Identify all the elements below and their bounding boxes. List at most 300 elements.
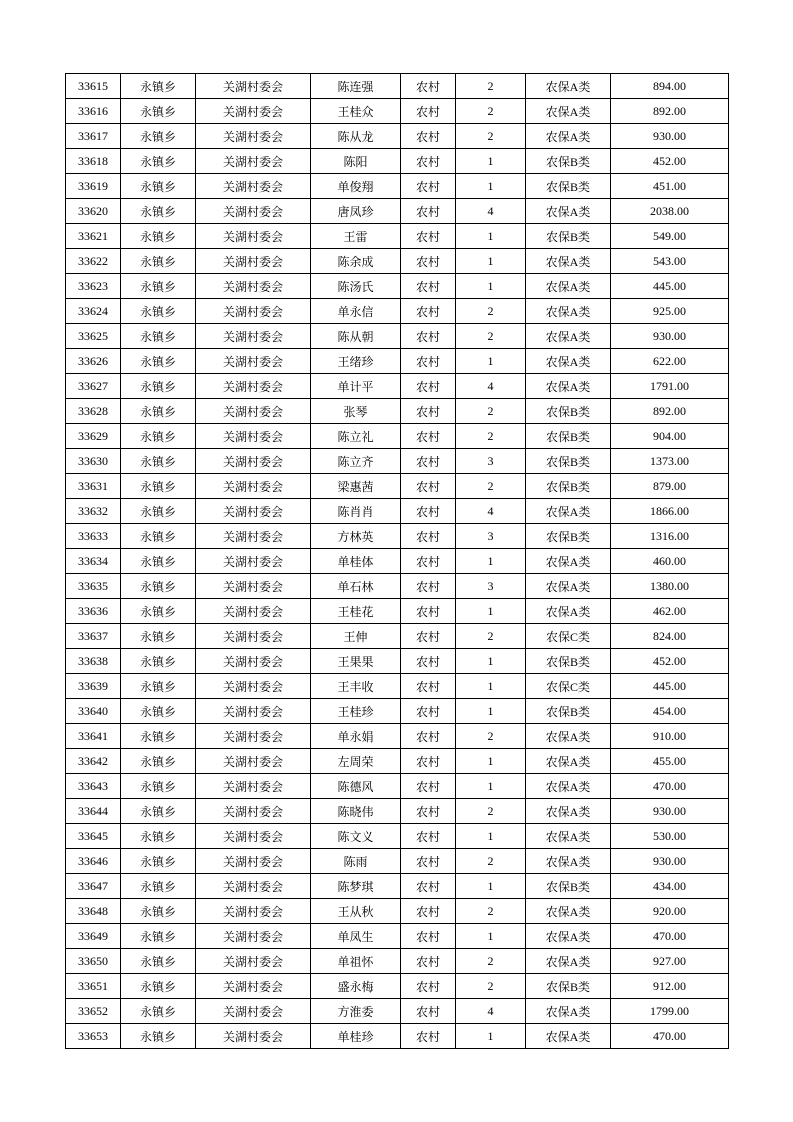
cell-township: 永镇乡	[121, 349, 196, 374]
table-row	[66, 274, 729, 299]
cell-township: 永镇乡	[121, 899, 196, 924]
cell-village: 关湖村委会	[196, 649, 311, 674]
cell-township: 永镇乡	[121, 824, 196, 849]
cell-category: 农村	[401, 599, 456, 624]
cell-category: 农村	[401, 224, 456, 249]
table-row	[66, 624, 729, 649]
cell-name: 单桂珍	[311, 1024, 401, 1049]
table-row	[66, 749, 729, 774]
cell-name: 单桂体	[311, 549, 401, 574]
cell-id: 33648	[66, 899, 121, 924]
cell-amount: 470.00	[611, 924, 729, 949]
cell-township: 永镇乡	[121, 724, 196, 749]
cell-village: 关湖村委会	[196, 499, 311, 524]
cell-category: 农村	[401, 199, 456, 224]
cell-id: 33619	[66, 174, 121, 199]
cell-township: 永镇乡	[121, 749, 196, 774]
cell-village: 关湖村委会	[196, 474, 311, 499]
cell-id: 33641	[66, 724, 121, 749]
cell-id: 33647	[66, 874, 121, 899]
cell-count: 2	[456, 424, 526, 449]
cell-category: 农村	[401, 474, 456, 499]
cell-insurance_type: 农保A类	[526, 249, 611, 274]
cell-id: 33650	[66, 949, 121, 974]
cell-count: 1	[456, 549, 526, 574]
cell-id: 33640	[66, 699, 121, 724]
cell-category: 农村	[401, 874, 456, 899]
cell-township: 永镇乡	[121, 124, 196, 149]
cell-village: 关湖村委会	[196, 824, 311, 849]
cell-count: 1	[456, 924, 526, 949]
cell-amount: 930.00	[611, 324, 729, 349]
cell-name: 陈从龙	[311, 124, 401, 149]
cell-id: 33616	[66, 99, 121, 124]
cell-amount: 451.00	[611, 174, 729, 199]
cell-amount: 912.00	[611, 974, 729, 999]
cell-village: 关湖村委会	[196, 74, 311, 99]
cell-insurance_type: 农保B类	[526, 224, 611, 249]
cell-insurance_type: 农保A类	[526, 924, 611, 949]
cell-amount: 530.00	[611, 824, 729, 849]
cell-insurance_type: 农保A类	[526, 999, 611, 1024]
cell-village: 关湖村委会	[196, 624, 311, 649]
cell-category: 农村	[401, 999, 456, 1024]
cell-id: 33624	[66, 299, 121, 324]
cell-category: 农村	[401, 549, 456, 574]
table-row	[66, 724, 729, 749]
cell-id: 33636	[66, 599, 121, 624]
cell-name: 张琴	[311, 399, 401, 424]
table-row	[66, 549, 729, 574]
cell-amount: 622.00	[611, 349, 729, 374]
cell-id: 33642	[66, 749, 121, 774]
cell-id: 33652	[66, 999, 121, 1024]
cell-id: 33639	[66, 674, 121, 699]
table-row	[66, 774, 729, 799]
cell-name: 单计平	[311, 374, 401, 399]
cell-insurance_type: 农保A类	[526, 824, 611, 849]
cell-insurance_type: 农保A类	[526, 299, 611, 324]
cell-amount: 1380.00	[611, 574, 729, 599]
cell-township: 永镇乡	[121, 1024, 196, 1049]
cell-count: 1	[456, 749, 526, 774]
cell-township: 永镇乡	[121, 274, 196, 299]
table-row	[66, 124, 729, 149]
cell-insurance_type: 农保A类	[526, 549, 611, 574]
cell-id: 33637	[66, 624, 121, 649]
table-row	[66, 574, 729, 599]
cell-amount: 904.00	[611, 424, 729, 449]
cell-category: 农村	[401, 149, 456, 174]
cell-township: 永镇乡	[121, 424, 196, 449]
table-body	[66, 74, 729, 1049]
cell-name: 单永信	[311, 299, 401, 324]
cell-insurance_type: 农保B类	[526, 474, 611, 499]
cell-village: 关湖村委会	[196, 1024, 311, 1049]
cell-township: 永镇乡	[121, 149, 196, 174]
cell-village: 关湖村委会	[196, 749, 311, 774]
table-row	[66, 524, 729, 549]
cell-count: 2	[456, 474, 526, 499]
cell-name: 陈余成	[311, 249, 401, 274]
table-row	[66, 99, 729, 124]
cell-insurance_type: 农保B类	[526, 649, 611, 674]
cell-count: 3	[456, 574, 526, 599]
cell-village: 关湖村委会	[196, 999, 311, 1024]
cell-name: 单俊翔	[311, 174, 401, 199]
cell-count: 2	[456, 324, 526, 349]
cell-category: 农村	[401, 624, 456, 649]
cell-category: 农村	[401, 124, 456, 149]
cell-name: 王果果	[311, 649, 401, 674]
cell-category: 农村	[401, 974, 456, 999]
cell-village: 关湖村委会	[196, 599, 311, 624]
cell-name: 王从秋	[311, 899, 401, 924]
cell-insurance_type: 农保B类	[526, 399, 611, 424]
cell-insurance_type: 农保B类	[526, 424, 611, 449]
cell-category: 农村	[401, 849, 456, 874]
cell-count: 1	[456, 824, 526, 849]
cell-village: 关湖村委会	[196, 949, 311, 974]
cell-amount: 894.00	[611, 74, 729, 99]
cell-insurance_type: 农保A类	[526, 324, 611, 349]
cell-amount: 452.00	[611, 649, 729, 674]
cell-insurance_type: 农保A类	[526, 1024, 611, 1049]
cell-amount: 445.00	[611, 274, 729, 299]
cell-amount: 454.00	[611, 699, 729, 724]
cell-amount: 470.00	[611, 774, 729, 799]
cell-insurance_type: 农保A类	[526, 599, 611, 624]
cell-count: 4	[456, 999, 526, 1024]
cell-insurance_type: 农保A类	[526, 574, 611, 599]
table-row	[66, 324, 729, 349]
cell-amount: 824.00	[611, 624, 729, 649]
table-row	[66, 424, 729, 449]
cell-id: 33625	[66, 324, 121, 349]
cell-count: 1	[456, 774, 526, 799]
cell-amount: 434.00	[611, 874, 729, 899]
cell-category: 农村	[401, 774, 456, 799]
cell-amount: 455.00	[611, 749, 729, 774]
cell-count: 2	[456, 399, 526, 424]
cell-village: 关湖村委会	[196, 99, 311, 124]
cell-count: 2	[456, 99, 526, 124]
cell-category: 农村	[401, 524, 456, 549]
cell-village: 关湖村委会	[196, 674, 311, 699]
cell-township: 永镇乡	[121, 374, 196, 399]
cell-township: 永镇乡	[121, 849, 196, 874]
cell-name: 方林英	[311, 524, 401, 549]
cell-count: 1	[456, 249, 526, 274]
table-row	[66, 449, 729, 474]
cell-insurance_type: 农保A类	[526, 724, 611, 749]
cell-amount: 930.00	[611, 849, 729, 874]
cell-amount: 549.00	[611, 224, 729, 249]
table-row	[66, 599, 729, 624]
table-row	[66, 349, 729, 374]
table-row	[66, 399, 729, 424]
cell-village: 关湖村委会	[196, 274, 311, 299]
cell-township: 永镇乡	[121, 324, 196, 349]
cell-insurance_type: 农保B类	[526, 449, 611, 474]
table-row	[66, 249, 729, 274]
cell-id: 33617	[66, 124, 121, 149]
cell-township: 永镇乡	[121, 449, 196, 474]
table-row	[66, 949, 729, 974]
cell-amount: 1316.00	[611, 524, 729, 549]
cell-id: 33630	[66, 449, 121, 474]
cell-village: 关湖村委会	[196, 374, 311, 399]
table-row	[66, 149, 729, 174]
cell-village: 关湖村委会	[196, 699, 311, 724]
cell-name: 左周荣	[311, 749, 401, 774]
cell-name: 陈立礼	[311, 424, 401, 449]
cell-name: 陈立齐	[311, 449, 401, 474]
cell-category: 农村	[401, 174, 456, 199]
cell-amount: 1373.00	[611, 449, 729, 474]
cell-township: 永镇乡	[121, 549, 196, 574]
table-row	[66, 649, 729, 674]
cell-village: 关湖村委会	[196, 724, 311, 749]
cell-count: 1	[456, 149, 526, 174]
cell-insurance_type: 农保A类	[526, 374, 611, 399]
cell-count: 1	[456, 874, 526, 899]
cell-category: 农村	[401, 324, 456, 349]
cell-id: 33635	[66, 574, 121, 599]
cell-name: 陈汤氏	[311, 274, 401, 299]
cell-village: 关湖村委会	[196, 524, 311, 549]
table-row	[66, 199, 729, 224]
cell-amount: 2038.00	[611, 199, 729, 224]
cell-category: 农村	[401, 249, 456, 274]
cell-name: 陈德风	[311, 774, 401, 799]
table-row	[66, 999, 729, 1024]
cell-count: 2	[456, 724, 526, 749]
table-row	[66, 699, 729, 724]
cell-count: 2	[456, 624, 526, 649]
cell-name: 陈文义	[311, 824, 401, 849]
cell-id: 33634	[66, 549, 121, 574]
cell-id: 33621	[66, 224, 121, 249]
cell-name: 陈连强	[311, 74, 401, 99]
cell-category: 农村	[401, 749, 456, 774]
cell-township: 永镇乡	[121, 649, 196, 674]
cell-village: 关湖村委会	[196, 799, 311, 824]
cell-township: 永镇乡	[121, 474, 196, 499]
cell-count: 4	[456, 499, 526, 524]
cell-township: 永镇乡	[121, 74, 196, 99]
table-row	[66, 474, 729, 499]
cell-name: 陈晓伟	[311, 799, 401, 824]
table-row	[66, 924, 729, 949]
cell-id: 33620	[66, 199, 121, 224]
cell-id: 33615	[66, 74, 121, 99]
table-row	[66, 174, 729, 199]
cell-category: 农村	[401, 399, 456, 424]
cell-name: 梁惠茜	[311, 474, 401, 499]
table-row	[66, 799, 729, 824]
cell-amount: 920.00	[611, 899, 729, 924]
cell-category: 农村	[401, 574, 456, 599]
cell-insurance_type: 农保A类	[526, 124, 611, 149]
cell-name: 陈雨	[311, 849, 401, 874]
cell-village: 关湖村委会	[196, 899, 311, 924]
cell-id: 33622	[66, 249, 121, 274]
cell-insurance_type: 农保B类	[526, 874, 611, 899]
cell-village: 关湖村委会	[196, 324, 311, 349]
cell-amount: 930.00	[611, 799, 729, 824]
cell-category: 农村	[401, 374, 456, 399]
cell-village: 关湖村委会	[196, 349, 311, 374]
cell-id: 33638	[66, 649, 121, 674]
cell-insurance_type: 农保A类	[526, 199, 611, 224]
cell-village: 关湖村委会	[196, 249, 311, 274]
cell-name: 陈从朝	[311, 324, 401, 349]
cell-township: 永镇乡	[121, 624, 196, 649]
cell-village: 关湖村委会	[196, 149, 311, 174]
cell-count: 2	[456, 74, 526, 99]
cell-amount: 910.00	[611, 724, 729, 749]
cell-insurance_type: 农保B类	[526, 149, 611, 174]
cell-amount: 892.00	[611, 399, 729, 424]
cell-township: 永镇乡	[121, 249, 196, 274]
cell-category: 农村	[401, 424, 456, 449]
cell-township: 永镇乡	[121, 574, 196, 599]
cell-insurance_type: 农保A类	[526, 349, 611, 374]
cell-village: 关湖村委会	[196, 174, 311, 199]
table-row	[66, 299, 729, 324]
cell-insurance_type: 农保A类	[526, 749, 611, 774]
cell-id: 33644	[66, 799, 121, 824]
cell-name: 王伸	[311, 624, 401, 649]
cell-category: 农村	[401, 699, 456, 724]
cell-village: 关湖村委会	[196, 774, 311, 799]
cell-township: 永镇乡	[121, 924, 196, 949]
cell-category: 农村	[401, 349, 456, 374]
cell-count: 2	[456, 899, 526, 924]
cell-township: 永镇乡	[121, 199, 196, 224]
cell-name: 单石林	[311, 574, 401, 599]
cell-count: 1	[456, 599, 526, 624]
cell-insurance_type: 农保B类	[526, 974, 611, 999]
table-row	[66, 674, 729, 699]
cell-township: 永镇乡	[121, 224, 196, 249]
cell-count: 1	[456, 174, 526, 199]
cell-count: 2	[456, 124, 526, 149]
cell-category: 农村	[401, 499, 456, 524]
cell-category: 农村	[401, 899, 456, 924]
cell-township: 永镇乡	[121, 974, 196, 999]
cell-category: 农村	[401, 274, 456, 299]
cell-amount: 543.00	[611, 249, 729, 274]
cell-insurance_type: 农保B类	[526, 174, 611, 199]
cell-id: 33631	[66, 474, 121, 499]
cell-count: 1	[456, 224, 526, 249]
cell-village: 关湖村委会	[196, 424, 311, 449]
cell-village: 关湖村委会	[196, 399, 311, 424]
cell-amount: 930.00	[611, 124, 729, 149]
cell-category: 农村	[401, 99, 456, 124]
cell-id: 33623	[66, 274, 121, 299]
cell-count: 2	[456, 849, 526, 874]
cell-amount: 879.00	[611, 474, 729, 499]
cell-village: 关湖村委会	[196, 849, 311, 874]
cell-count: 1	[456, 1024, 526, 1049]
table-row	[66, 224, 729, 249]
cell-category: 农村	[401, 449, 456, 474]
cell-insurance_type: 农保A类	[526, 99, 611, 124]
cell-township: 永镇乡	[121, 774, 196, 799]
cell-category: 农村	[401, 924, 456, 949]
cell-township: 永镇乡	[121, 874, 196, 899]
cell-insurance_type: 农保A类	[526, 74, 611, 99]
cell-count: 4	[456, 374, 526, 399]
cell-township: 永镇乡	[121, 524, 196, 549]
table-row	[66, 374, 729, 399]
cell-name: 陈梦琪	[311, 874, 401, 899]
cell-village: 关湖村委会	[196, 449, 311, 474]
cell-township: 永镇乡	[121, 399, 196, 424]
cell-id: 33653	[66, 1024, 121, 1049]
cell-id: 33629	[66, 424, 121, 449]
cell-id: 33627	[66, 374, 121, 399]
cell-id: 33646	[66, 849, 121, 874]
cell-village: 关湖村委会	[196, 299, 311, 324]
cell-count: 2	[456, 974, 526, 999]
cell-name: 方淮委	[311, 999, 401, 1024]
cell-category: 农村	[401, 674, 456, 699]
cell-category: 农村	[401, 799, 456, 824]
cell-amount: 460.00	[611, 549, 729, 574]
cell-name: 王桂众	[311, 99, 401, 124]
table-row	[66, 974, 729, 999]
table-row	[66, 824, 729, 849]
cell-insurance_type: 农保A类	[526, 274, 611, 299]
cell-name: 单永娟	[311, 724, 401, 749]
cell-township: 永镇乡	[121, 599, 196, 624]
cell-category: 农村	[401, 1024, 456, 1049]
records-table	[65, 73, 729, 1049]
cell-category: 农村	[401, 649, 456, 674]
cell-name: 王丰收	[311, 674, 401, 699]
cell-amount: 927.00	[611, 949, 729, 974]
cell-name: 陈阳	[311, 149, 401, 174]
table-row	[66, 874, 729, 899]
cell-village: 关湖村委会	[196, 574, 311, 599]
cell-township: 永镇乡	[121, 799, 196, 824]
cell-count: 1	[456, 649, 526, 674]
cell-count: 1	[456, 699, 526, 724]
cell-count: 1	[456, 274, 526, 299]
cell-township: 永镇乡	[121, 499, 196, 524]
cell-amount: 1799.00	[611, 999, 729, 1024]
table-row	[66, 849, 729, 874]
table-row	[66, 74, 729, 99]
cell-insurance_type: 农保A类	[526, 799, 611, 824]
cell-id: 33626	[66, 349, 121, 374]
cell-village: 关湖村委会	[196, 124, 311, 149]
cell-township: 永镇乡	[121, 299, 196, 324]
cell-category: 农村	[401, 724, 456, 749]
cell-insurance_type: 农保C类	[526, 624, 611, 649]
cell-count: 2	[456, 299, 526, 324]
cell-amount: 470.00	[611, 1024, 729, 1049]
cell-name: 王桂花	[311, 599, 401, 624]
cell-name: 陈肖肖	[311, 499, 401, 524]
cell-township: 永镇乡	[121, 99, 196, 124]
cell-amount: 1791.00	[611, 374, 729, 399]
cell-category: 农村	[401, 949, 456, 974]
